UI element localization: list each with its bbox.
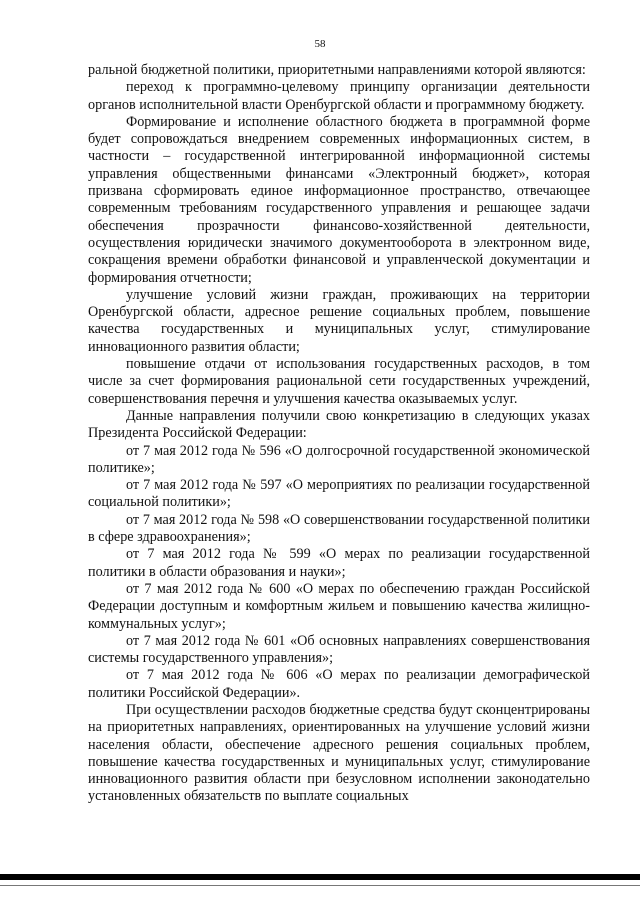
decree-600: от 7 мая 2012 года № 600 «О мерах по обеспечению граждан Российской Федерации доступным и комфортным жильем и повышению качества жилищно-коммунальных услуг»; xyxy=(88,580,590,632)
decree-606: от 7 мая 2012 года № 606 «О мерах по реализации демографической политики Российской Федерации». xyxy=(88,667,590,701)
scan-edge-thin-rule xyxy=(0,885,640,886)
paragraph-final: При осуществлении расходов бюджетные средства будут сконцентрированы на приоритетных направлениях, ориентированных на улучшение условий жизни населения области, обеспечение адресного решения социальных проблем, повышение качества государственных и муниципальных услуг, стимулирование инновационного развития области при безусловном исполнении законодательно установленных обязательств по выплате социальных xyxy=(88,701,590,805)
scan-edge-rule xyxy=(0,874,640,880)
paragraph-4: улучшение условий жизни граждан, проживающих на территории Оренбургской области, адресное решение социальных проблем, повышение качества государственных и муниципальных услуг, стимулирование инновационного развития области; xyxy=(88,286,590,355)
paragraph-6: Данные направления получили свою конкретизацию в следующих указах Президента Российской Федерации: xyxy=(88,407,590,442)
paragraph-1: ральной бюджетной политики, приоритетными направлениями которой являются: xyxy=(88,62,586,78)
decree-596: от 7 мая 2012 года № 596 «О долгосрочной государственной экономической политике»; xyxy=(88,442,590,476)
paragraph-2: переход к программно-целевому принципу организации деятельности органов исполнительной власти Оренбургской области и программному бюджету. xyxy=(88,79,590,113)
decree-599: от 7 мая 2012 года № 599 «О мерах по реализации государственной политики в области образования и науки»; xyxy=(88,546,590,580)
document-body xyxy=(88,62,590,806)
page-number: 58 xyxy=(314,38,326,50)
decree-597: от 7 мая 2012 года № 597 «О мероприятиях по реализации государственной социальной политики»; xyxy=(88,477,590,511)
paragraph-5: повышение отдачи от использования государственных расходов, в том числе за счет формирования рациональной сети государственных учреждений, совершенствования перечня и улучшения качества оказываемых услуг. xyxy=(88,356,590,407)
paragraph-3: Формирование и исполнение областного бюджета в программной форме будет сопровождаться внедрением современных информационных систем, в частности – государственной интегрированной информационной системы управления общественными финансами «Электронный бюджет», которая призвана сформировать единое информационное пространство, отвечающее современным требованиям государственного управления и решающее задачи обеспечения прозрачности финансово-хозяйственной деятельности, осуществления юридически значимого документооборота в электронном виде, сокращения времени обработки финансовой и управленческой документации и формирования отчетности; xyxy=(88,113,590,286)
decree-598: от 7 мая 2012 года № 598 «О совершенствовании государственной политики в сфере здравоохранения»; xyxy=(88,511,590,546)
decree-601: от 7 мая 2012 года № 601 «Об основных направлениях совершенствования системы государственного управления»; xyxy=(88,632,590,667)
